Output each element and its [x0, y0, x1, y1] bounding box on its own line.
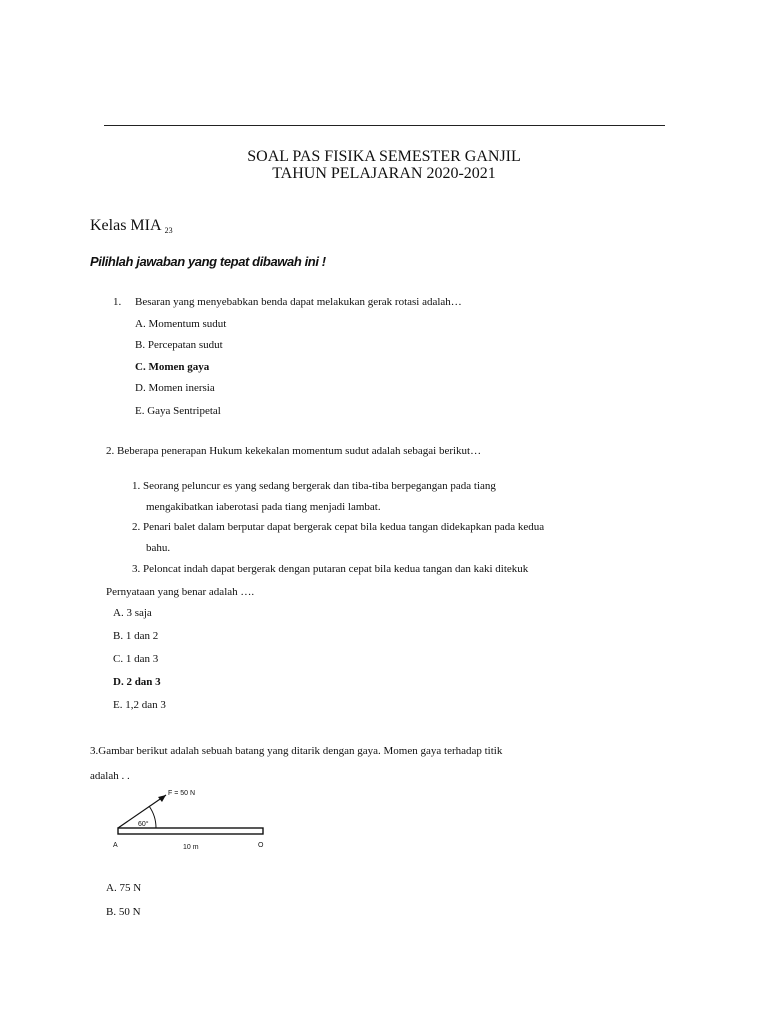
top-rule — [104, 125, 665, 126]
q2-item-1: 1. Seorang peluncur es yang sedang bergerak dan tiba-tiba berpegangan pada tiang — [132, 480, 496, 492]
angle-arc — [149, 806, 156, 828]
q2-item-2: 2. Penari balet dalam berputar dapat bergerak cepat bila kedua tangan didekapkan pada kedua — [132, 521, 545, 533]
force-label: F = 50 N — [168, 790, 196, 797]
q2-option-b: B. 1 dan 2 — [113, 630, 159, 642]
q2-statement: Pernyataan yang benar adalah …. — [106, 586, 255, 598]
q1-option-c: C. Momen gaya — [135, 361, 210, 373]
q2-item-1-cont: mengakibatkan iaberotasi pada tiang menjadi lambat. — [146, 501, 381, 513]
q1-option-d: D. Momen inersia — [135, 382, 215, 394]
q3-text: 3.Gambar berikut adalah sebuah batang yang ditarik dengan gaya. Momen gaya terhadap titik — [90, 745, 503, 757]
point-a-label: A — [113, 842, 118, 849]
q2-option-d: D. 2 dan 3 — [113, 676, 161, 688]
q2-option-e: E. 1,2 dan 3 — [113, 699, 166, 711]
lever-diagram — [110, 785, 280, 857]
q1-option-b: B. Percepatan sudut — [135, 339, 223, 351]
class-name: Kelas MIA — [90, 217, 161, 234]
instruction: Pilihlah jawaban yang tepat dibawah ini ! — [90, 254, 326, 269]
q3-text-cont: adalah . . — [90, 770, 130, 782]
q1-number: 1. — [113, 296, 122, 308]
q2-text: 2. Beberapa penerapan Hukum kekekalan momentum sudut adalah sebagai berikut… — [106, 445, 482, 457]
class-number: 23 — [164, 226, 173, 235]
q2-option-a: A. 3 saja — [113, 607, 152, 619]
q1-option-e: E. Gaya Sentripetal — [135, 405, 221, 417]
q3-option-a: A. 75 N — [106, 882, 142, 894]
q1-option-a: A. Momentum sudut — [135, 318, 227, 330]
class-label — [90, 217, 173, 235]
page-subtitle: TAHUN PELAJARAN 2020-2021 — [272, 165, 496, 182]
q2-item-2-cont: bahu. — [146, 542, 171, 554]
page-title: SOAL PAS FISIKA SEMESTER GANJIL — [247, 148, 521, 165]
angle-label: 60° — [138, 821, 149, 828]
q1-text: Besaran yang menyebabkan benda dapat melakukan gerak rotasi adalah… — [135, 296, 462, 308]
q2-option-c: C. 1 dan 3 — [113, 653, 159, 665]
rod — [118, 828, 263, 834]
arrowhead-icon — [158, 795, 166, 802]
q2-item-3: 3. Peloncat indah dapat bergerak dengan putaran cepat bila kedua tangan dan kaki ditekuk — [132, 563, 529, 575]
q3-option-b: B. 50 N — [106, 906, 141, 918]
length-label: 10 m — [183, 844, 199, 851]
point-o-label: O — [258, 842, 264, 849]
